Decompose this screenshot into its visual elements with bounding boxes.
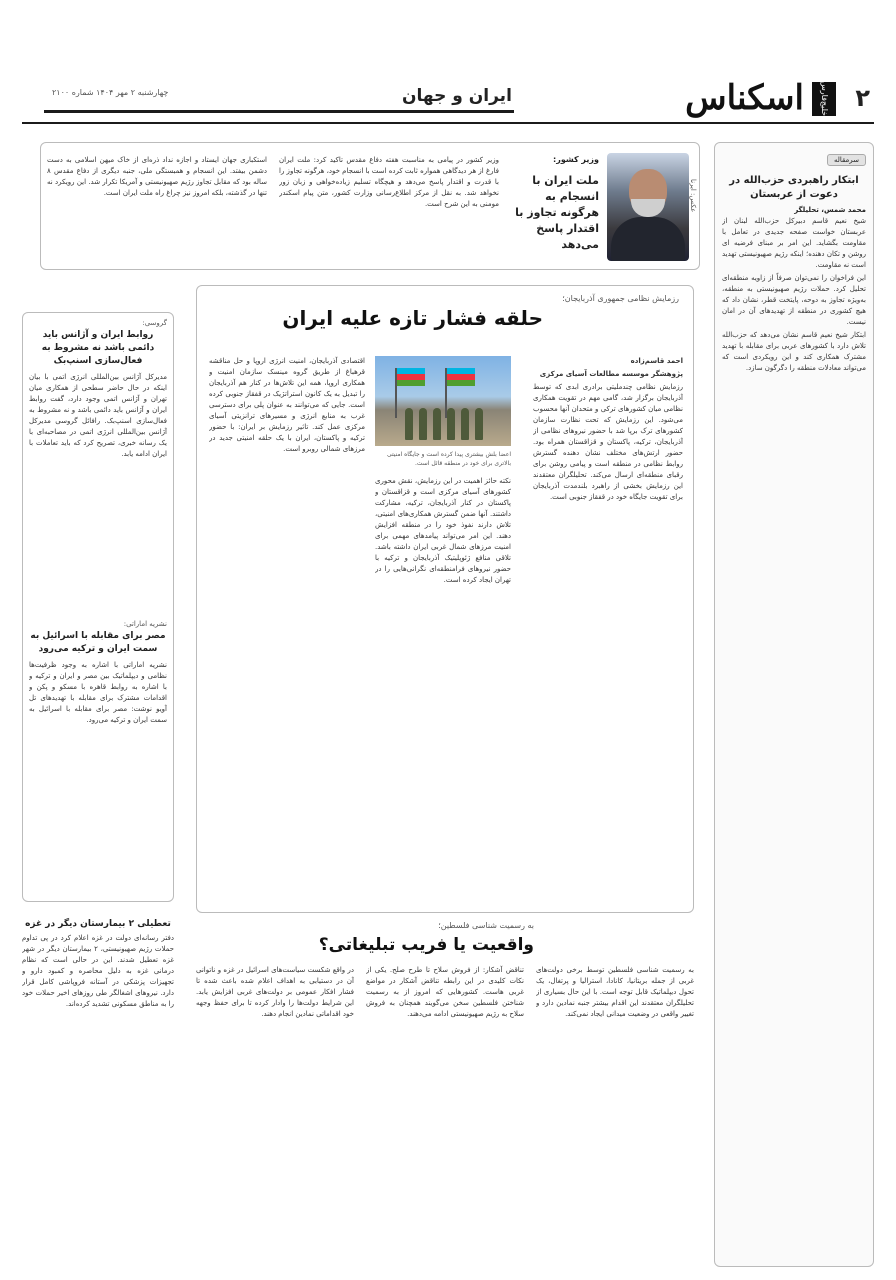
editorial-column xyxy=(714,142,874,1267)
bottom-article xyxy=(196,915,694,1270)
photo-credit: عکس: ایرنا xyxy=(689,179,697,213)
bottom-column-2: تناقض آشکار: از فروش سلاح تا طرح صلح. یکی از نکات کلیدی در این رابطه تناقض آشکار در مواضع غربی هاست. کشورهایی که امروز از به رسمیت شناختن فلسطین سخن می‌گویند همچنان به فروش سلاح به رژیم صهیونیستی ادامه می‌دهند. xyxy=(366,966,524,1018)
newspaper-logo: اسکناس xyxy=(685,78,804,118)
masthead xyxy=(22,78,874,124)
top-story-text-a: وزیر کشور در پیامی به مناسبت هفته دفاع مقدس تاکید کرد: ملت ایران فارغ از هر دیدگاهی همواره ثابت کرده است با انسجام خود، هرگونه تجاوز را با قدرت و اقتدار پاسخ می‌دهد و هیچگاه تسلیم زیاده‌خواهی و زبان زور نخواهد شد. به نقل از مرکز اطلاع‌رسانی وزارت کشور، متن پیام اسکندر مومنی به این شرح است. xyxy=(279,156,499,208)
editorial-tag: سرمقاله xyxy=(827,154,866,166)
bottom-column-1: به رسمیت شناسی فلسطین توسط برخی دولت‌های غربی از جمله بریتانیا، کانادا، استرالیا و پرتغال، یک تحول دیپلماتیک قابل توجه است. با این حال بسیاری از تحلیلگران معتقدند این اقدام بیشتر جنبه نمادین دارد و تغییر واقعی در وضعیت میدانی ایجاد نمی‌کند. xyxy=(536,966,694,1018)
gaza-headline: تعطیلی ۲ بیمارستان دیگر در غزه xyxy=(25,919,171,929)
feature-column-2: نکته حائز اهمیت در این رزمایش، نقش محوری کشورهای آسیای مرکزی است و قزاقستان و پاکستان در کنار آذربایجان، ترکیه، مشارکت داشتند. آنها ضمن گسترش همکاری‌های امنیتی، تلاش دارند نفوذ خود را در منطقه افزایش دهند. این امر می‌تواند پیامدهای مهمی برای امنیت مرزهای شمال غربی ایران داشته باشد. تلاقی منافع ژئوپلیتیک آذربایجان و ترکیه با حضور نیروهای فرامنطقه‌ای نگرانی‌هایی را در تهران ایجاد کرده است. xyxy=(375,477,511,584)
top-story-byline: وزیر کشور: xyxy=(553,155,599,164)
bottom-kicker: به رسمیت شناسی فلسطین؛ xyxy=(438,921,534,930)
feature-author-role: پژوهشگر موسسه مطالعات آسیای مرکزی xyxy=(539,370,683,378)
feature-col1-text: رزمایش نظامی چندملیتی برادری ابدی که توسط آذربایجان برگزار شد، گامی مهم در تقویت همکاری نظامی میان کشورهای ترکی و متحدان آنها محسوب می‌شود. این رزمایش که تحت نظارت سازمان کشورهای ترک برپا شد با حضور نیروهای نظامی از آذربایجان، ترکیه، پاکستان و قزاقستان همراه بود. حضور ارتش‌های مختلف نشان دهنده گسترش روابط نظامی در منطقه است و پیامی روشن برای رقبای منطقه‌ای ارسال می‌کند. تحلیلگران معتقدند این رزمایش بخشی از راهبرد بلندمدت آذربایجان برای تقویت جایگاه خود در قفقاز جنوبی است. xyxy=(533,383,683,501)
top-story-headline: ملت ایران با انسجام به هرگونه تجاوز با اقتدار پاسخ می‌دهد xyxy=(515,174,599,251)
section-divider xyxy=(44,110,514,113)
feature-headline: حلقه فشار تازه علیه ایران xyxy=(282,306,543,330)
feature-column-1 xyxy=(533,356,683,904)
brief-text: مدیرکل آژانس بین‌المللی انرژی اتمی با بیان اینکه در حال حاضر سطحی از همکاری میان تهران و آژانس اتمی وجود دارد، گفت روابط ایران و آژانس باید دائمی باشد و نه مشروط به فعال‌سازی اسنپ‌بک. رافائل گروسی مدیرکل آژانس بین‌المللی انرژی اتمی در مصاحبه‌ای با یک رسانه خبری، تصریح کرد که باید تعاملات با ایران ادامه یابد. xyxy=(29,373,167,458)
editorial-body xyxy=(722,216,866,376)
brief-title: روابط ایران و آژانس باید دائمی باشد نه مشروط به فعال‌سازی اسنپ‌بک xyxy=(41,330,155,366)
military-exercise-photo xyxy=(375,356,511,446)
feature-kicker: رزمایش نظامی جمهوری آذربایجان؛ xyxy=(562,294,679,303)
page-number: ۲ xyxy=(855,84,870,112)
feature-author: احمد قاسم‌زاده xyxy=(630,357,683,365)
feature-column-3: اقتصادی آذربایجان، امنیت انرژی اروپا و حل مناقشه قرهباغ از طریق گروه مینسک سازمان امنیت و همکاری اروپا، همه این تلاش‌ها در کنار هم آذربایجان را تبدیل به یک کانون استراتژیک در قفقاز جنوبی کرده است. جایی که می‌توانند به عنوان پلی برای دسترسی غرب به منابع انرژی و مسیرهای ترانزیتی آسیای مرکزی عمل کند. تاثیر رزمایش بر ایران: با حضور ترکیه و پاکستان، ایران با یک حلقه امنیتی جدید در مرزهای شمالی روبرو است. xyxy=(209,357,365,453)
editorial-title: ابتکار راهبردی حزب‌الله در دعوت از عربستان xyxy=(729,175,859,200)
issue-date: چهارشنبه ۲ مهر ۱۴۰۴ شماره ۲۱۰۰ xyxy=(52,88,169,97)
news-brief-box xyxy=(22,312,174,902)
editorial-paragraph: این فراخوان را نمی‌توان صرفاً از زاویه منطقه‌ای تحلیل کرد. حملات رژیم صهیونیستی به منطقه، به‌ویژه تجاوز به دوحه، پایتخت قطر، نشان داد که هیچ کشوری در منطقه از تهدیدهای آن در امان نیست. xyxy=(722,274,866,326)
bottom-column-3: در واقع شکست سیاست‌های اسرائیل در غزه و ناتوانی آن در دستیابی به اهداف اعلام شده باعث شده تا فشار افکار عمومی بر دولت‌های غربی افزایش یابد. این شرایط دولت‌ها را وادار کرده تا برای حفظ وجهه خود اقداماتی نمادین انجام دهند. xyxy=(196,966,354,1018)
minister-photo xyxy=(607,153,689,261)
editorial-author: محمد شمس، تحلیلگر xyxy=(794,206,866,214)
brief-title-2: مصر برای مقابله با اسرائیل به سمت ایران و ترکیه می‌رود xyxy=(30,631,166,654)
section-title: ایران و جهان xyxy=(402,86,512,106)
gaza-text: دفتر رسانه‌ای دولت در غزه اعلام کرد در پی تداوم حملات رژیم صهیونیستی، ۲ بیمارستان دیگر در شهر غزه تعطیل شدند. این در حالی است که نظام درمانی غزه به دلیل محاصره و کمبود دارو و تجهیزات پزشکی در آستانه فروپاشی کامل قرار دارد. نیروهای اشغالگر طی روزهای اخیر حملات خود را به مناطق مسکونی تشدید کرده‌اند. xyxy=(22,934,174,1008)
brief-kicker-2: نشریه اماراتی: xyxy=(123,620,167,628)
top-story xyxy=(40,142,700,270)
logo-tag: خلیج‌فارس xyxy=(812,82,836,116)
bottom-headline: واقعیت یا فریب تبلیغاتی؟ xyxy=(318,935,534,955)
photo-caption: اعضا بلش بیشتری پیدا کرده است و جایگاه امنیتی بالاتری برای خود در منطقه قائل است. xyxy=(386,451,511,467)
editorial-paragraph: شیخ نعیم قاسم دبیرکل حزب‌الله لبنان از عربستان خواست صفحه جدیدی در تعامل با مقاومت بگشاید. این امر بر مبنای فرضیه ای روشن و تکان دهنده؛ اینکه رژیم صهیونیستی تهدید است نه مقاومت. xyxy=(722,217,866,269)
brief-kicker: گروسی: xyxy=(142,319,167,327)
top-story-text-b: استکباری جهان ایستاد و اجازه نداد ذره‌ای از خاک میهن اسلامی به دست دشمن بیفتد. این انسجام و همبستگی ملی، جنبه دیگری از دفاع مقدس ۸ ساله بود که مقابل تجاوز رژیم صهیونیستی و آمریکا تکرار شد. این رویکرد نه تنها در گذشته، بلکه امروز نیز چراغ راه ملت ایران است. xyxy=(47,156,267,197)
editorial-paragraph: ابتکار شیخ نعیم قاسم نشان می‌دهد که حزب‌الله تلاش دارد با کشورهای عربی برای مقابله با تهدید مشترک همکاری کند و این رویکردی است که می‌تواند معادلات منطقه را دگرگون سازد. xyxy=(722,331,866,372)
brief-text-2: نشریه اماراتی با اشاره به وجود ظرفیت‌ها نظامی و دیپلماتیک بین مصر و ایران و ترکیه و با اشاره به روابط قاهره با مسکو و پکن و اقدامات مشترک برای مقابله با تهدیدهای تل آویو نوشت: مصر برای مقابله با اسرائیل به سمت ایران و ترکیه می‌رود. xyxy=(29,661,167,724)
feature-article xyxy=(196,285,694,913)
gaza-news xyxy=(22,915,174,1270)
